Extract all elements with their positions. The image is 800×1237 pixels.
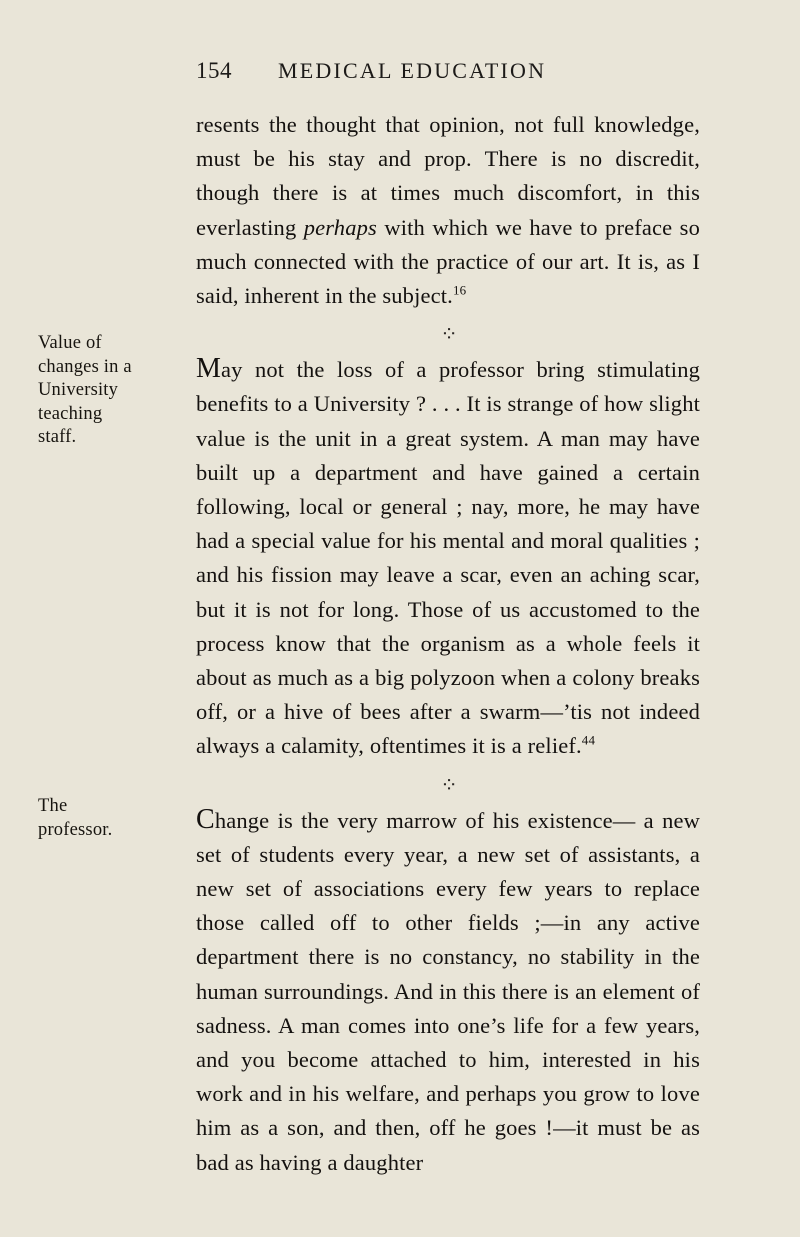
marginal-note-line: changes in a bbox=[38, 356, 132, 377]
marginal-note-line: professor. bbox=[38, 819, 113, 840]
paragraph-block-1 bbox=[196, 108, 700, 313]
paragraph-3 bbox=[196, 804, 700, 1180]
paragraph-2-text: ay not the loss of a professor bring stimulating benefits to a University ? . . . It is strange of how slight value is the unit in a great system. A man may have built up a department and have gained a certain following, local or general ; nay, more, he may have had a special value for his mental and moral qualities ; and his fission may leave a scar, even an aching scar, but it is not for long. Those of us accustomed to the process know that the organism as a whole feels it about as much as a big polyzoon when a colony breaks off, or a hive of bees after a swarm—’tis not indeed always a calamity, oftentimes it is a relief. bbox=[196, 357, 700, 759]
marginal-note-line: Value of bbox=[38, 333, 102, 353]
paragraph-2-initial: M bbox=[196, 353, 222, 385]
marginal-note-line: staff. bbox=[38, 427, 77, 447]
paragraph-block-2 bbox=[196, 353, 700, 763]
running-title: MEDICAL EDUCATION bbox=[278, 58, 547, 83]
marginal-note-2 bbox=[38, 795, 190, 842]
paragraph-3-text: hange is the very marrow of his existence— a new set of students every year, a new set of assistants, a new set of associations every few years to replace those called off to other fields ;—in any active department there is no constancy, no stability in the human surroundings. And in this there is an element of sadness. A man comes into one’s life for a few years, and you become attached to him, interested in his work and in his welfare, and perhaps you grow to love him as a son, and then, off he goes !—it must be as bad as having a daughter bbox=[196, 807, 700, 1175]
ornament-divider-1: ⁘ bbox=[440, 322, 458, 347]
marginal-note-line: teaching bbox=[38, 403, 103, 424]
footnote-marker-16: 16 bbox=[452, 282, 467, 298]
paragraph-1-italic: perhaps bbox=[303, 214, 377, 240]
marginal-note-1 bbox=[38, 332, 190, 450]
paragraph-1-text-b: with which we have to preface so much connected with the practice of our art. It is, as I said, inherent in the subject. bbox=[196, 214, 700, 309]
marginal-note-line: University bbox=[38, 380, 119, 400]
paragraph-1 bbox=[196, 108, 700, 313]
marginal-note-line: The bbox=[38, 796, 68, 816]
footnote-marker-44: 44 bbox=[581, 732, 596, 748]
ornament-divider-2: ⁘ bbox=[440, 772, 458, 797]
paragraph-2 bbox=[196, 353, 700, 763]
running-head bbox=[196, 58, 696, 84]
paragraph-block-3 bbox=[196, 804, 700, 1180]
text-column bbox=[196, 108, 700, 1180]
paragraph-3-initial: C bbox=[196, 803, 215, 835]
page-number: 154 bbox=[196, 58, 232, 83]
paragraph-1-text-a: resents the thought that opinion, not full knowledge, must be his stay and prop. There is no discredit, though there is at times much discomfort, in this everlasting bbox=[196, 112, 700, 240]
